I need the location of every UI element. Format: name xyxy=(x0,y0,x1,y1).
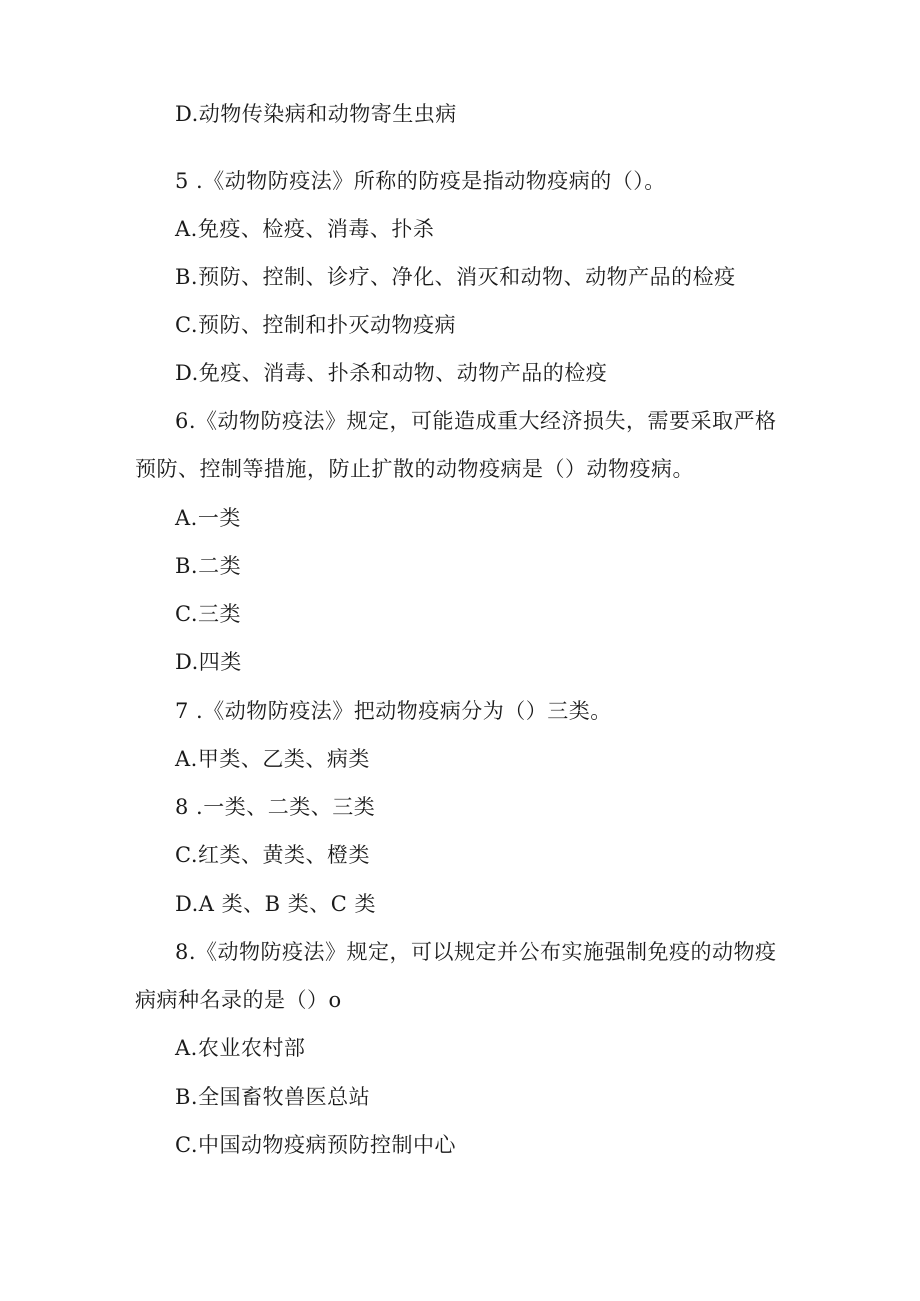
question-8-cont: 病病种名录的是（）o xyxy=(135,988,342,1012)
question-7: 7 .《动物防疫法》把动物疫病分为（）三类。 xyxy=(175,699,612,723)
option-d-q7: D.A 类、B 类、C 类 xyxy=(175,892,376,916)
option-a-q8: A.农业农村部 xyxy=(175,1036,306,1060)
question-6-cont: 预防、控制等措施，防止扩散的动物疫病是（）动物疫病。 xyxy=(135,457,694,481)
option-c-q6: C.三类 xyxy=(175,602,241,626)
option-b-q5: B.预防、控制、诊疗、净化、消灭和动物、动物产品的检疫 xyxy=(175,265,736,289)
option-d-q6: D.四类 xyxy=(175,650,242,674)
option-b-q8: B.全国畜牧兽医总站 xyxy=(175,1085,371,1109)
option-c-q7: C.红类、黄类、橙类 xyxy=(175,843,370,867)
option-d-q5: D.免疫、消毒、扑杀和动物、动物产品的检疫 xyxy=(175,361,608,385)
option-c-q8: C.中国动物疫病预防控制中心 xyxy=(175,1133,456,1157)
option-b-q7: 8 .一类、二类、三类 xyxy=(175,795,376,819)
question-5: 5 .《动物防疫法》所称的防疫是指动物疫病的（）。 xyxy=(175,169,666,193)
option-c-q5: C.预防、控制和扑灭动物疫病 xyxy=(175,313,456,337)
option-b-q6: B.二类 xyxy=(175,554,242,578)
option-a-q6: A.一类 xyxy=(175,506,241,530)
option-d-q4: D.动物传染病和动物寄生虫病 xyxy=(175,102,457,126)
question-6: 6.《动物防疫法》规定，可能造成重大经济损失，需要采取严格 xyxy=(175,409,777,433)
option-a-q7: A.甲类、乙类、病类 xyxy=(175,747,370,771)
option-a-q5: A.免疫、检疫、消毒、扑杀 xyxy=(175,217,435,241)
question-8: 8.《动物防疫法》规定，可以规定并公布实施强制免疫的动物疫 xyxy=(175,940,777,964)
